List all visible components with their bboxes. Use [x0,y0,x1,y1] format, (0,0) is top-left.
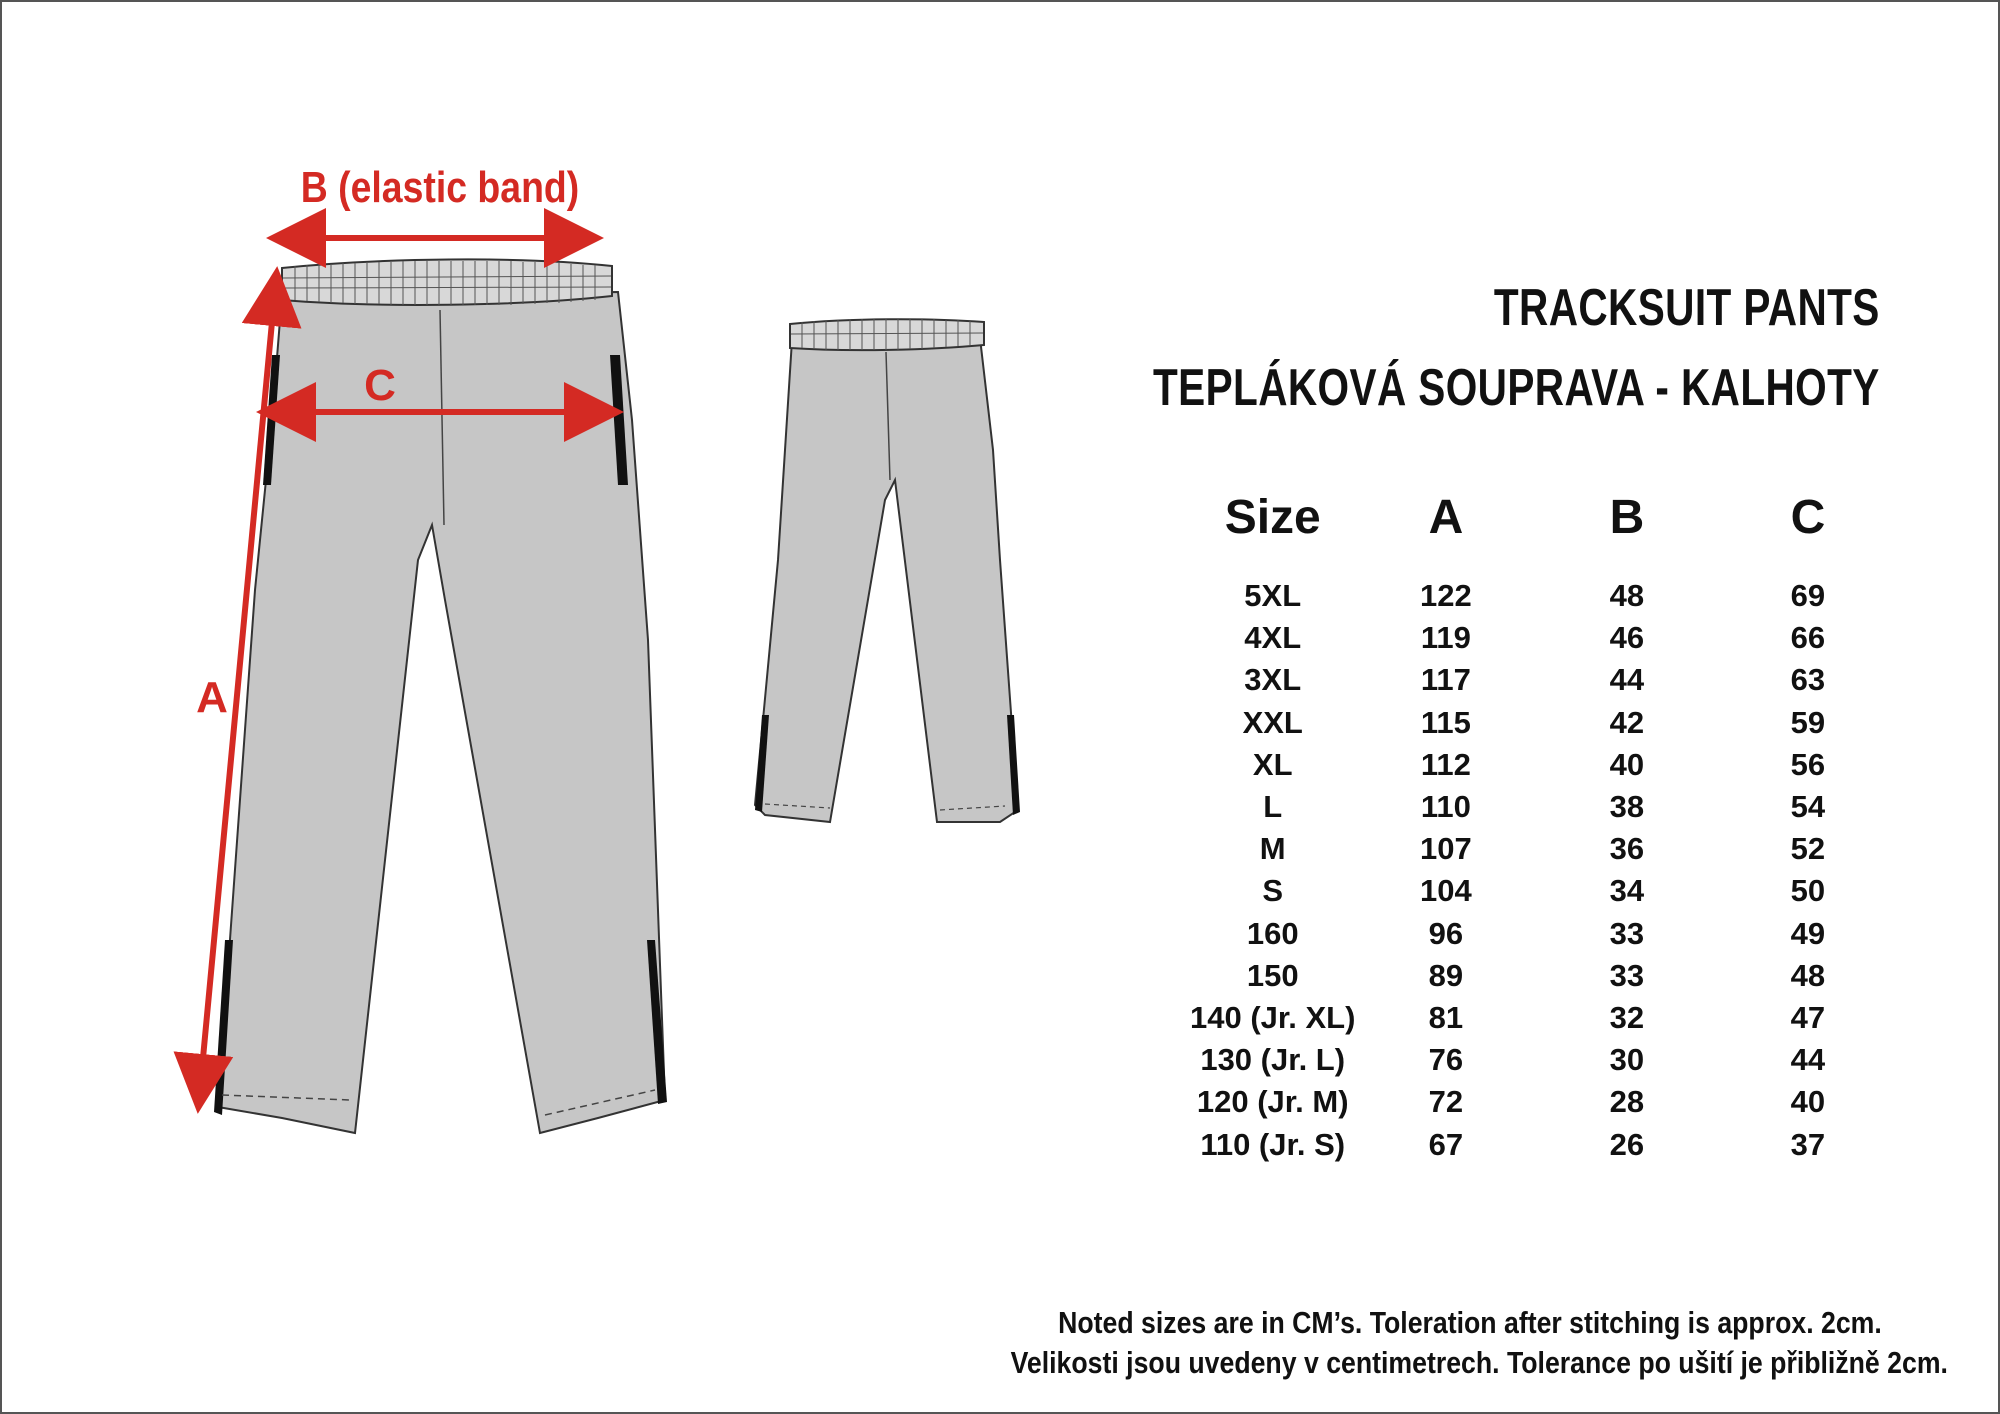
label-a: A [196,673,228,722]
cell-c: 48 [1790,957,1826,993]
cell-size: L [1263,789,1283,825]
title-en: TRACKSUIT PANTS [1494,279,1880,337]
label-b: B (elastic band) [300,162,580,212]
table-row [1190,659,1898,701]
small-pants-body [755,338,1018,822]
label-c: C [364,361,396,410]
cell-size: 110 (Jr. S) [1200,1126,1346,1162]
cell-a: 112 [1420,746,1471,782]
cell-c: 40 [1790,1084,1826,1120]
cell-size: 3XL [1244,662,1302,698]
cell-a: 115 [1420,704,1471,740]
cell-c: 37 [1790,1126,1826,1162]
cell-a: 81 [1428,999,1464,1035]
cell-b: 46 [1609,620,1645,656]
cell-size: XXL [1242,704,1303,740]
small-waistband [790,319,984,350]
table-row [1190,786,1898,828]
cell-c: 56 [1790,746,1826,782]
cell-c: 54 [1790,789,1826,825]
cell-size: 120 (Jr. M) [1196,1084,1349,1120]
table-row [1190,617,1898,659]
cell-size: XL [1252,746,1293,782]
note-cz: Velikosti jsou uvedeny v centimetrech. Tolerance po ušití je přibližně 2cm. [1010,1345,1948,1380]
cell-b: 34 [1609,873,1645,909]
cell-size: M [1259,831,1286,867]
cell-a: 89 [1428,957,1464,993]
cell-a: 104 [1420,873,1472,909]
table-row [1190,997,1898,1039]
table-row [1190,744,1898,786]
header-c: C [1790,490,1826,544]
header-size: Size [1224,490,1321,544]
header-b: B [1609,490,1645,544]
note-en: Noted sizes are in CM’s. Toleration after stitching is approx. 2cm. [1058,1305,1882,1340]
table-row [1190,913,1898,955]
cell-size: 4XL [1244,620,1302,656]
table-row [1190,870,1898,912]
cell-c: 52 [1790,831,1826,867]
cell-a: 122 [1420,578,1472,614]
cell-a: 76 [1428,1042,1464,1078]
title-cz: TEPLÁKOVÁ SOUPRAVA - KALHOTY [1153,359,1880,417]
cell-a: 119 [1420,620,1471,656]
cell-b: 48 [1609,578,1645,614]
cell-size: 150 [1246,957,1299,993]
pants-illustration [0,0,1100,1200]
cell-size: 5XL [1244,578,1302,614]
cell-b: 30 [1609,1042,1645,1078]
cell-c: 44 [1790,1042,1826,1078]
table-row [1190,955,1898,997]
cell-a: 96 [1428,915,1464,951]
cell-c: 49 [1790,915,1826,951]
cell-b: 33 [1609,915,1645,951]
cell-b: 33 [1609,957,1645,993]
cell-b: 38 [1609,789,1645,825]
cell-a: 117 [1420,662,1471,698]
cell-size: S [1262,873,1284,909]
cell-c: 47 [1790,999,1826,1035]
cell-b: 42 [1609,704,1645,740]
cell-c: 50 [1790,873,1826,909]
table-row [1190,1123,1898,1165]
cell-b: 40 [1609,746,1645,782]
small-pants-back [755,319,1020,822]
cell-size: 140 (Jr. XL) [1190,999,1356,1035]
cell-size: 130 (Jr. L) [1200,1042,1346,1078]
cell-b: 28 [1609,1084,1645,1120]
measurement-b [290,162,580,238]
cell-c: 59 [1790,704,1826,740]
cell-b: 32 [1609,999,1645,1035]
cell-b: 26 [1609,1126,1645,1162]
cell-a: 107 [1420,831,1472,867]
table-row [1190,702,1898,744]
large-pants-front [214,259,667,1133]
cell-a: 67 [1428,1126,1464,1162]
cell-size: 160 [1246,915,1299,951]
size-table [1190,485,1898,1166]
cell-c: 69 [1790,578,1826,614]
cell-b: 36 [1609,831,1645,867]
cell-c: 63 [1790,662,1826,698]
table-row [1190,1081,1898,1123]
header-a: A [1428,490,1464,544]
cell-b: 44 [1609,662,1645,698]
cell-a: 72 [1428,1084,1464,1120]
size-table-body [1190,575,1898,1166]
table-row [1190,575,1898,617]
cell-c: 66 [1790,620,1826,656]
cell-a: 110 [1420,789,1471,825]
table-row [1190,828,1898,870]
table-row [1190,1039,1898,1081]
size-table-header-row [1190,485,1898,575]
